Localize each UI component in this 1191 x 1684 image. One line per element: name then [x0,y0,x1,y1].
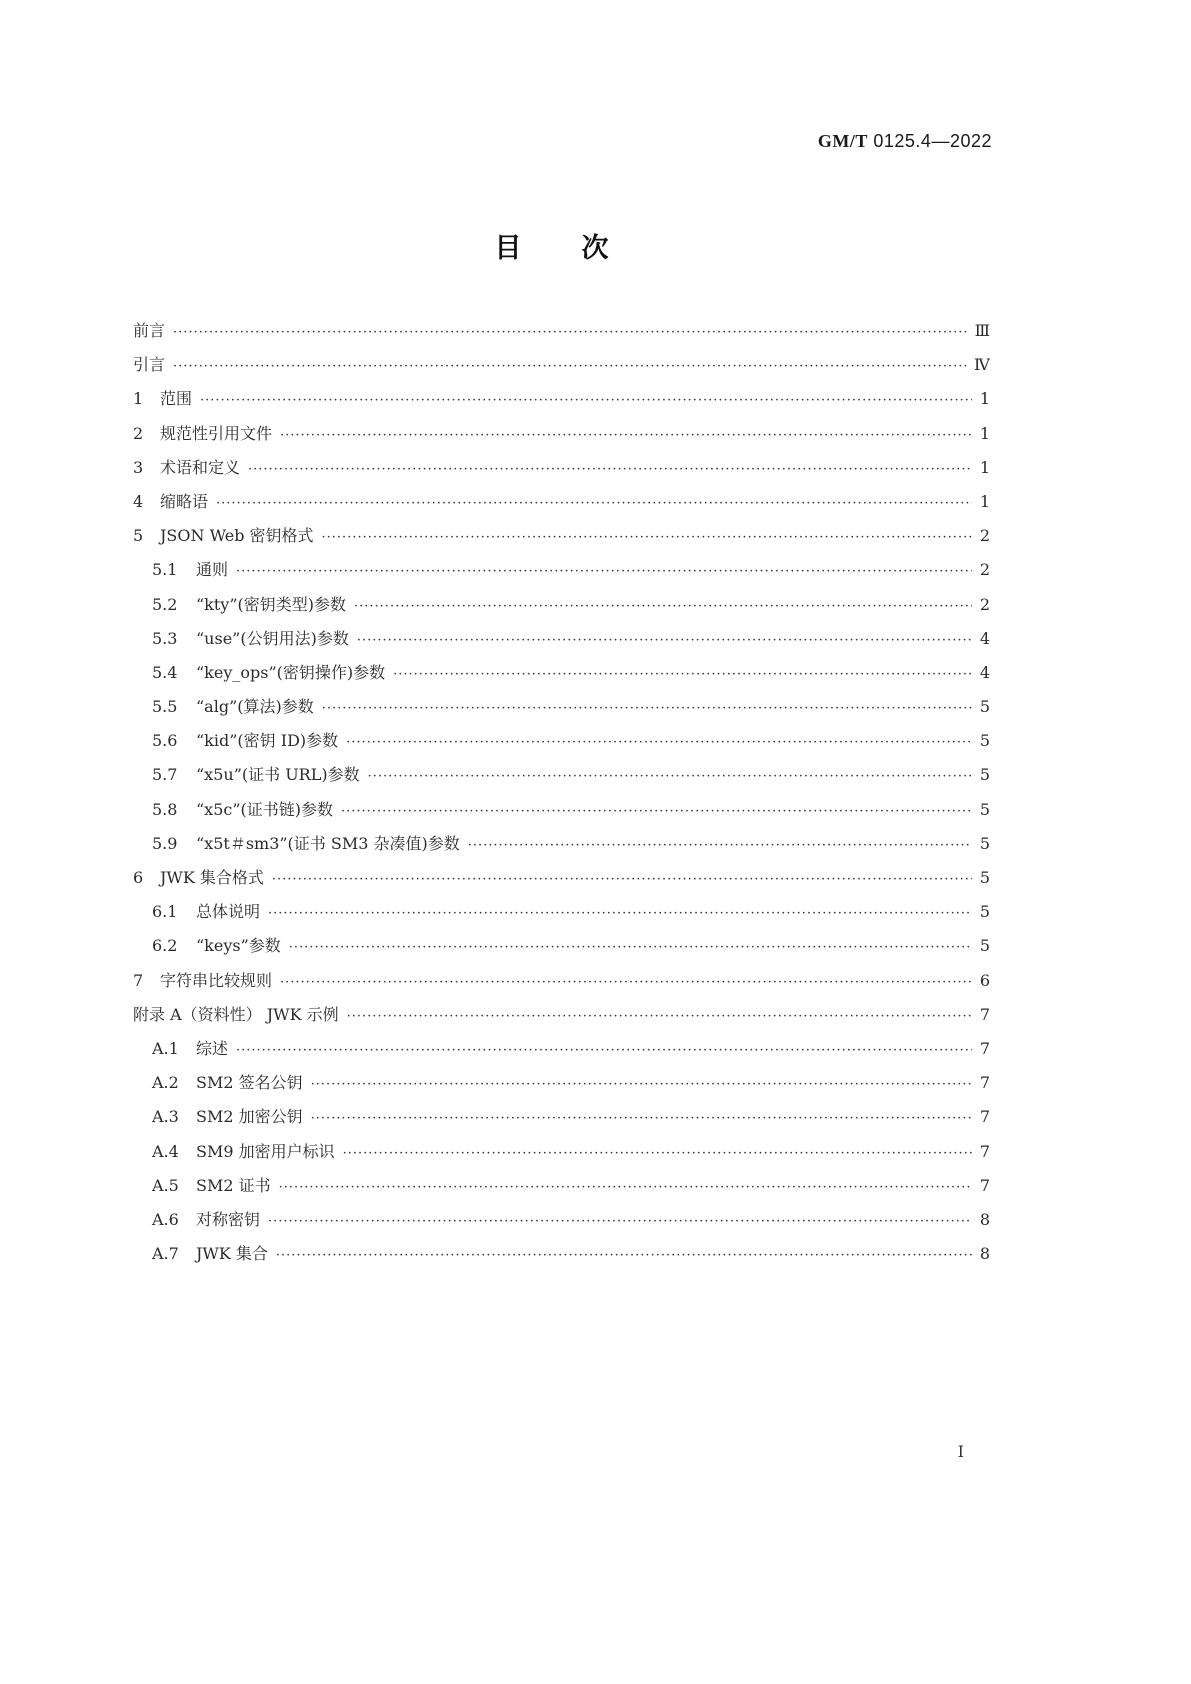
toc-entry-label: 缩略语 [160,491,209,511]
standard-code [818,131,992,152]
standard-number: 0125.4—2022 [873,131,992,151]
toc-entry[interactable] [133,348,990,382]
toc-entry[interactable] [133,1032,990,1066]
toc-leader-dots [216,487,972,521]
toc-leader-dots [280,966,972,1000]
toc-entry-label: 术语和定义 [160,457,241,477]
toc-entry-label: 对称密钥 [196,1209,261,1229]
toc-leader-dots [341,795,972,829]
toc-entry-page: 7 [979,1073,990,1093]
toc-entry-label: “x5t＃sm3”(证书 SM3 杂凑值)参数 [196,833,460,853]
toc-entry-number: 2 [133,423,144,443]
toc-entry-number: A.2 [152,1073,179,1093]
toc-leader-dots [311,1068,972,1102]
toc-entry-label: 规范性引用文件 [160,423,273,443]
toc-entry-page: 8 [979,1244,990,1264]
toc-entry-number: 5.8 [152,799,178,819]
toc-entry[interactable] [133,827,990,861]
toc-entry[interactable] [133,964,990,998]
toc-entry-number: 5.2 [152,594,178,614]
toc-entry-number: A.3 [152,1107,179,1127]
toc-entry[interactable] [133,656,990,690]
toc-entry-page: 1 [979,457,990,477]
toc-entry-label: SM9 加密用户标识 [196,1141,335,1161]
toc-entry-number: 6.2 [152,936,178,956]
toc-entry[interactable] [133,314,990,348]
toc-leader-dots [268,897,972,931]
toc-entry-label: “kty”(密钥类型)参数 [196,594,347,614]
toc-entry[interactable] [133,1135,990,1169]
toc-entry-label: “key_ops”(密钥操作)参数 [196,662,386,682]
toc-entry-number: A.1 [152,1038,179,1058]
toc-entry-number: 5 [133,526,144,546]
toc-entry-number: A.6 [152,1209,179,1229]
toc-entry-label: 范围 [160,389,193,409]
toc-leader-dots [268,1205,972,1239]
toc-entry-number: 5.4 [152,662,178,682]
toc-entry[interactable] [133,519,990,553]
toc-entry-label: SM2 证书 [196,1175,271,1195]
toc-leader-dots [272,863,972,897]
toc-leader-dots [468,829,972,863]
toc-leader-dots [236,555,972,589]
toc-entry-page: 8 [979,1209,990,1229]
toc-leader-dots [343,1137,972,1171]
toc-leader-dots [347,1000,972,1034]
title-char-1: 目 [494,233,522,264]
toc-entry-label: “x5c”(证书链)参数 [196,799,334,819]
toc-entry-page: 7 [979,1004,990,1024]
toc-entry[interactable] [133,382,990,416]
toc-entry-page: 5 [979,868,990,887]
toc-entry-label: 通则 [196,560,229,580]
toc-entry-number: 7 [133,970,144,990]
toc-leader-dots [280,419,972,453]
toc-entry-label: 前言 [133,321,166,340]
toc-entry-label: “keys”参数 [196,936,281,956]
toc-entry[interactable] [133,724,990,758]
toc-entry-label: SM2 签名公钥 [196,1073,303,1093]
toc-entry-number: A.7 [152,1244,179,1264]
toc-leader-dots [173,350,968,384]
toc-entry[interactable] [133,485,990,519]
toc-entry-label: 综述 [196,1038,229,1058]
toc-entry-number: 6 [133,868,144,887]
toc-leader-dots [236,1034,972,1068]
standard-prefix: GM/T [817,131,868,151]
toc-entry[interactable] [133,895,990,929]
toc-entry-number: 5.9 [152,833,178,853]
toc-entry-page: 4 [979,662,990,682]
toc-leader-dots [322,692,972,726]
toc-entry-label: “x5u”(证书 URL)参数 [196,765,360,785]
toc-entry[interactable] [133,1066,990,1100]
toc-entry-number: 4 [133,491,144,511]
toc-entry[interactable] [133,1169,990,1203]
toc-entry-label: 附录 A（资料性） JWK 示例 [133,1004,339,1024]
toc-entry-label: 总体说明 [196,902,261,922]
toc-entry[interactable] [133,622,990,656]
page-title [0,226,1103,265]
toc-leader-dots [368,760,972,794]
toc-leader-dots [200,384,972,418]
toc-leader-dots [322,521,972,555]
toc-leader-dots [393,658,972,692]
toc-entry[interactable] [133,553,990,587]
toc-entry-label: 引言 [133,355,166,375]
toc-entry[interactable] [133,861,990,895]
toc-entry-page: 5 [979,936,990,956]
toc-entry-page: 7 [979,1175,990,1195]
toc-entry[interactable] [133,451,990,485]
toc-entry-number: 6.1 [152,902,178,922]
toc-entry-label: JWK 集合格式 [160,868,264,887]
toc-entry-page: 1 [979,491,990,511]
toc-leader-dots [289,931,972,965]
toc-entry-number: 5.1 [152,560,178,580]
toc-entry[interactable] [133,1100,990,1134]
toc-entry-page: 6 [979,970,990,990]
table-of-contents [133,314,990,1271]
toc-entry-number: 5.7 [152,765,178,785]
toc-entry-label: “kid”(密钥 ID)参数 [196,731,339,751]
toc-entry-number: A.4 [152,1141,179,1161]
toc-entry-page: 5 [979,697,990,717]
toc-entry-page: Ⅲ [974,321,990,340]
toc-entry-page: 2 [979,526,990,546]
toc-leader-dots [354,590,972,624]
toc-entry-label: “alg”(算法)参数 [196,697,314,717]
toc-leader-dots [311,1102,972,1136]
toc-leader-dots [248,453,972,487]
toc-entry-label: JSON Web 密钥格式 [160,526,314,546]
toc-entry-label: 字符串比较规则 [160,970,273,990]
toc-entry-page: 1 [979,423,990,443]
toc-entry-number: 1 [133,389,144,409]
toc-leader-dots [357,624,972,658]
toc-entry-page: Ⅳ [974,355,990,375]
toc-entry-page: 7 [979,1038,990,1058]
toc-leader-dots [276,1239,972,1273]
title-char-2: 次 [581,233,609,264]
toc-entry[interactable] [133,1203,990,1237]
toc-entry-page: 5 [979,731,990,751]
toc-entry-number: 5.6 [152,731,178,751]
toc-entry[interactable] [133,929,990,963]
toc-entry[interactable] [133,998,990,1032]
toc-leader-dots [346,726,972,760]
toc-entry-number: 5.5 [152,697,178,717]
toc-entry[interactable] [133,758,990,792]
toc-entry-page: 2 [979,594,990,614]
toc-entry-page: 7 [979,1141,990,1161]
toc-entry-page: 1 [979,389,990,409]
toc-entry-page: 5 [979,833,990,853]
toc-entry-page: 5 [979,902,990,922]
toc-entry-label: “use”(公钥用法)参数 [196,628,349,648]
toc-entry-page: 7 [979,1107,990,1127]
footer-page-number: I [957,1442,964,1461]
toc-entry-page: 2 [979,560,990,580]
toc-entry-label: SM2 加密公钥 [196,1107,303,1127]
toc-entry-page: 4 [979,628,990,648]
toc-entry-number: 5.3 [152,628,178,648]
toc-leader-dots [279,1171,972,1205]
toc-entry-number: A.5 [152,1175,179,1195]
toc-leader-dots [173,316,969,350]
toc-entry-label: JWK 集合 [196,1244,268,1264]
toc-entry[interactable] [133,1237,990,1271]
toc-entry[interactable] [133,690,990,724]
toc-entry[interactable] [133,417,990,451]
toc-entry-number: 3 [133,457,144,477]
toc-entry[interactable] [133,588,990,622]
toc-entry-page: 5 [979,765,990,785]
toc-entry[interactable] [133,793,990,827]
toc-entry-page: 5 [979,799,990,819]
